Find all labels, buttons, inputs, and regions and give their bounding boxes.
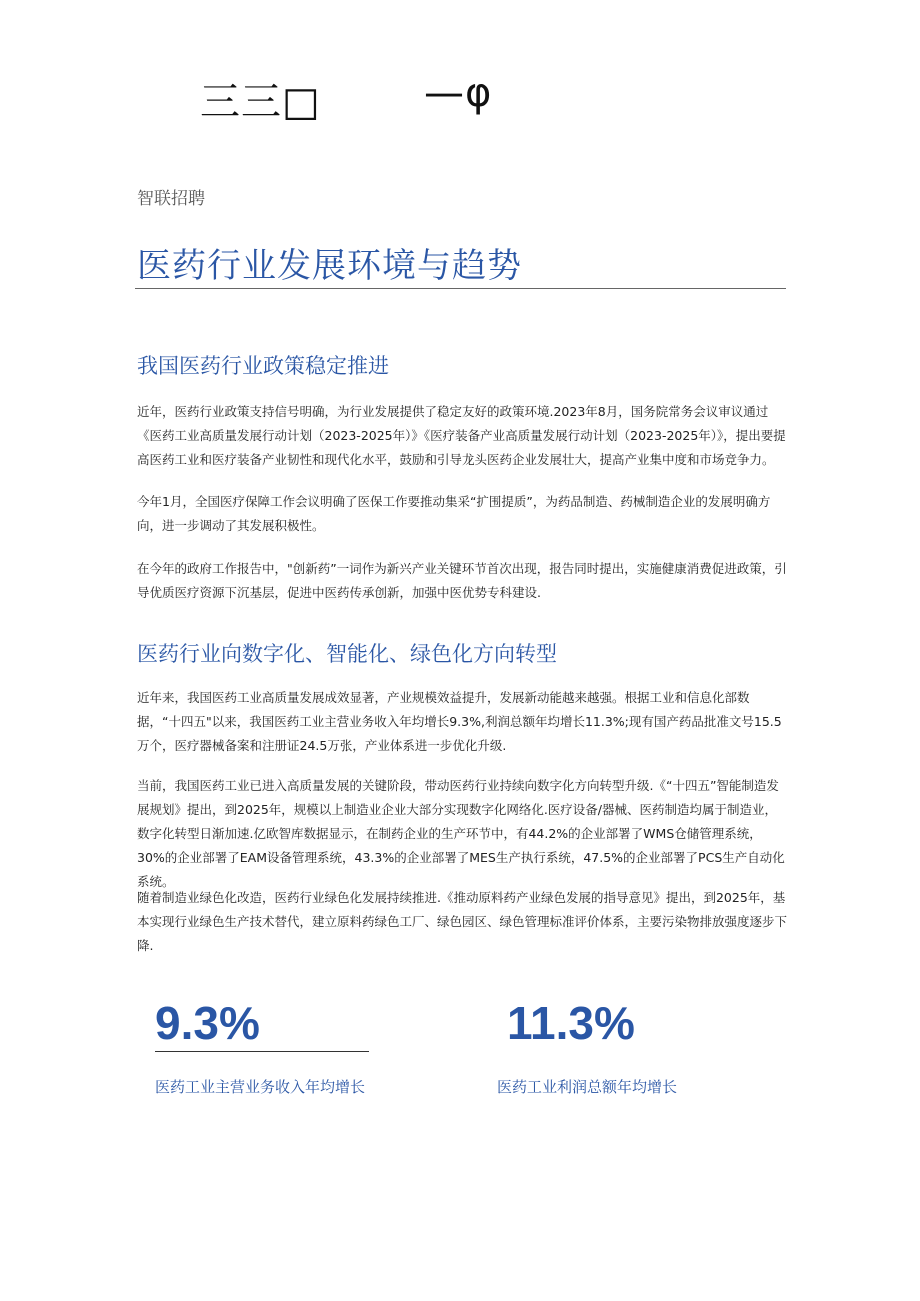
paragraph: 近年，医药行业政策支持信号明确，为行业发展提供了稳定友好的政策环境.2023年8月，国务院常务会议审议通过《医药工业高质量发展行动计划（2023-2025年）》《医疗装备产业高质量发展行动计划（2023-2025年）》，提出要提高医药工业和医疗装备产业韧性和现代化水平，鼓励和引导龙头医药企业发展壮大，提高产业集中度和市场竞争力。 — [137, 404, 786, 467]
stat-value-revenue-growth: 9.3% — [155, 997, 260, 1049]
paragraph: 当前，我国医药工业已进入高质量发展的关键阶段，带动医药行业持续向数字化方向转型升级.《“十四五”智能制造发展规划》提出，到2025年，规模以上制造业企业大部分实现数字化网络化.医疗设备/器械、医药制造均属于制造业，数字化转型日渐加速.亿欧智库数据显示，在制药企业的生产环节中，有44.2%的企业部署了WMS仓储管理系统，30%的企业部署了EAM设备管理系统，43.3%的企业部署了MES生产执行系统，47.5%的企业部署了PCS生产自动化系统。 — [137, 778, 785, 889]
paragraph: 今年1月，全国医疗保障工作会议明确了医保工作要推动集采“扩围提质”，为药品制造、药械制造企业的发展明确方向，进一步调动了其发展积极性。 — [137, 494, 771, 533]
section-heading-policy: 我国医药行业政策稳定推进 — [137, 354, 389, 378]
paragraph: 在今年的政府工作报告中，"创新药”一词作为新兴产业关键环节首次出现，报告同时提出，实施健康消费促进政策，引导优质医疗资源下沉基层，促进中医药传承创新，加强中医优势专科建设. — [137, 561, 787, 600]
header-glyphs-right: —φ — [424, 70, 493, 116]
stat-divider — [155, 1051, 369, 1052]
paragraph: 随着制造业绿色化改造，医药行业绿色化发展持续推进.《推动原料药产业绿色发展的指导意见》提出，到2025年，基本实现行业绿色生产技术替代，建立原料药绿色工厂、绿色园区、绿色管理标准评价体系，主要污染物排放强度逐步下降. — [137, 890, 788, 953]
title-divider — [135, 288, 786, 289]
header-glyphs-left: 三三□ — [200, 79, 321, 125]
stat-value-profit-growth: 11.3% — [507, 997, 635, 1049]
section-heading-transformation: 医药行业向数字化、智能化、绿色化方向转型 — [137, 642, 557, 666]
brand-name: 智联招聘 — [137, 189, 205, 209]
page-title: 医药行业发展环境与趋势 — [137, 246, 522, 286]
stat-label-revenue-growth: 医药工业主营业务收入年均增长 — [155, 1078, 366, 1096]
stat-label-profit-growth: 医药工业利润总额年均增长 — [497, 1078, 678, 1096]
paragraph: 近年来，我国医药工业高质量发展成效显著，产业规模效益提升，发展新动能越来越强。根据工业和信息化部数据，“十四五"以来，我国医药工业主营业务收入年均增长9.3%,利润总额年均增长11.3%;现有国产药品批准文号15.5万个，医疗器械备案和注册证24.5万张，产业体系进一步优化升级. — [137, 690, 782, 753]
